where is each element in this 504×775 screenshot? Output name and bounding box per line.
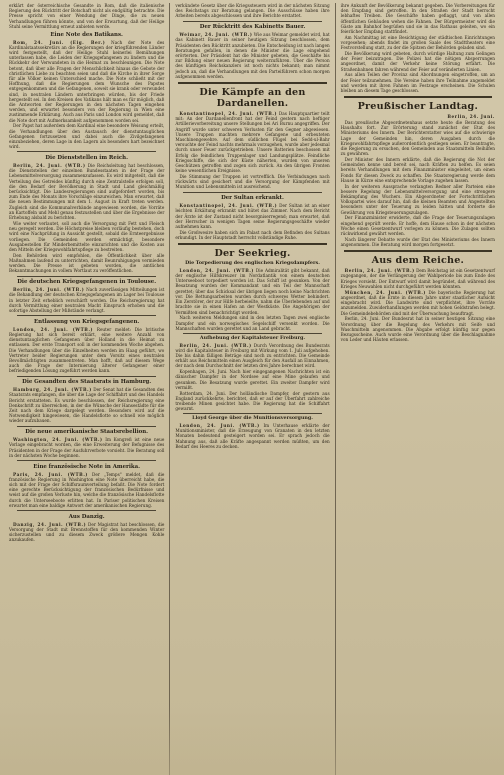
divider [17,460,156,461]
heading-torpedo: Die Torpedierung des englischen Kriegsdampfers. [185,260,320,267]
dateline: Berlin, 24. Juni. (WTB.) [179,342,252,348]
dateline: London, 24. Juni. (WTB.) [13,326,94,332]
dateline: Berlin, 24. Juni. [447,114,495,120]
dateline: Konstantinopel, 24. Juni. (WTB.) [179,203,278,209]
dateline: Hamburg, 24. Juni. (WTB.) [13,387,92,393]
dateline: London, 24. Juni. (WTB.) [179,422,260,428]
dateline: Berlin, 24. Juni. (WTB.) [13,287,85,293]
divider [17,376,156,377]
dateline: Danzig, 24. Juni. (WTB.) [13,521,87,527]
heading-cabinet-resignation: Der Rücktritt des Kabinetts Bauer. [199,24,306,31]
heading-sultan-ill: Der Sultan erkrankt. [221,195,284,202]
heading-vatican-note: Eine Note des Batikans. [50,31,123,38]
dateline: München, 24. Juni. (WTB.) [344,289,426,295]
heading-american: Die neue amerikanische Staatsrebellion. [25,429,149,436]
divider [344,250,492,252]
heading-release-prisoners: Entlassung von Kriegsgefangenen. [34,318,140,325]
divider [183,333,321,334]
headline-from-reich: Aus dem Reiche. [371,255,465,267]
divider [183,21,321,22]
heading-hamburg: Die Gesandten des Staatsrats in Hamburg. [22,379,152,386]
headline-prussian-diet: Preußischer Landtag. [357,101,478,113]
heading-capital-tax: Aufhebung der Kapitalsteuer Freiburg. [199,334,306,341]
headline-naval-war: Der Seekrieg. [214,248,291,260]
dateline: Weimar, 24. Juni. (WTB.) [179,32,253,38]
dateline: Berlin, 24. Juni. (WTB.) [13,163,86,169]
column-left: erklärt der österreichische Gesandte in Rom, daß die italienische Regierung den Rücktritt der Botschaft nicht als endgültig betrachte. Die Presse spricht von einer Wendung der Dinge, die zu neuen Verhandlungen führen könnte, und von der Erwartung, daß der Heilige Stuhl seine Vermittlung erneut anbieten werde. Eine Note des Batikans. Rom, 24. Juni. (Eig. Ber.) Nach der Note des Kardinalstaatssekretärs an die Regierungen der kriegführenden Länder wird festgestellt, daß der Heilige Stuhl keinerlei Bemühungen unterlassen habe, die Leiden der Kriegsgefangenen zu lindern und die Rückkehr der Verwundeten in die Heimat zu beschleunigen. Die Note betont, daß über alle Fragen der Menschlichkeit hinaus die Gebote der christlichen Liebe zu beachten seien und daß die Kirche in ihrer Sorge für alle Völker keinen Unterschied mache. Die Note schließt mit der Hoffnung, daß die Regierungen dem Wunsche des Papstes entgegenkommen und die Gefangenen, soweit sie krank oder verwundet sind, in neutralen Ländern unterbringen würden, bis der Friede hergestellt sei. In den Kreisen des Vatikans hält man es für möglich, daß die Antworten der Regierungen in den nächsten Tagen eingehen werden, und erwartet besonders von der Regierung in Wien eine zustimmende Erklärung. Auch aus Paris und London wird gemeldet, daß die Note dort mit Aufmerksamkeit aufgenommen worden sei. Der Papst hat außerdem dem Kardinal eine besondere Weisung erteilt, die Verhandlungen über den Austausch der dienstuntauglichen Gefangenen fortzusetzen und dabei auch die Zivilgefangenen einzubeziehen, deren Lage in den Lagern als besonders hart bezeichnet wird. Die Dienststellen im Reich. Berlin, 24. Juni. (WTB.) Die Reichsleitung hat beschlossen, die Dienststellen der einzelnen Bundesstaaten in der Frage der Lebensmittelversorgung zusammenzufassen. Es wird mitgeteilt, daß die Verteilung des Getreides künftig durch eine Zentralstelle erfolgen soll, die den Bedarf der Bevölkerung in Stadt und Land gleichmäßig berücksichtigt. Die Landesregierungen sind aufgefordert worden, bis zum Ende des Monats ihre Vorschläge einzureichen. Man erwartet, daß die neuen Bestimmungen mit dem 1. August in Kraft treten werden. Zugleich sind die Kommunalverbände angewiesen worden, die Vorräte an Kartoffeln und Mehl genau festzustellen und über die Ergebnisse der Erhebung alsbald zu berichten. Wie weiter verlautet, soll auch die Versorgung mit Fett und Fleisch neu geregelt werden. Die Höchstpreise bleiben vorläufig bestehen, doch wird eine Nachprüfung in Aussicht gestellt, sobald die Ernteergebnisse vorliegen. Die Gemeinden werden ermächtigt, besondere Ausgabestellen für Minderbemittelte einzurichten und die Kosten aus den Mitteln der Kriegswohlfahrtspflege zu bestreiten. Den Behörden wird empfohlen, die Öffentlichkeit über alle Maßnahmen laufend zu unterrichten, damit Beunruhigungen vermieden werden. Die Presse ist gebeten worden, die amtlichen Bekanntmachungen in vollem Wortlaut zu veröffentlichen. Die deutschen Kriegsgefangenen in Toulouse. Berlin, 24. Juni. (WTB.) Nach zuverlässigen Mitteilungen ist die Behandlung der deutschen Kriegsgefangenen im Lager bei Toulouse in letzter Zeit erheblich verschärft worden. Die Reichsregierung hat durch Vermittlung einer neutralen Macht Einspruch erhoben und die sofortige Abstellung der Mißstände verlangt. Entlassung von Kriegsgefangenen. London, 24. Juni. (WTB.) Reuter meldet: Die britische Regierung hat sich bereit erklärt, eine weitere Anzahl von dienstuntauglichen Gefangenen über Holland in die Heimat zu entlassen. Der erste Transport soll in der kommenden Woche abgehen. Die Verhandlungen über die Einzelheiten werden im Haag geführt, wo Vertreter beider Regierungen unter dem Vorsitz eines neutralen Bevollmächtigten zusammentreten. Man hofft, daß auf diesem Wege auch die Frage der Internierung älterer Gefangener einer befriedigenden Lösung zugeführt werden kann. Die Gesandten des Staatsrats in Hamburg. Hamburg, 24. Juni. (WTB.) Der Senat hat die Gesandten des Staatsrats empfangen, die über die Lage der Schiffahrt und des Handels Bericht erstatteten. Es wurde beschlossen, der Reichsregierung eine Denkschrift zu überreichen, in der die Wünsche der Hansestädte für die Zeit nach dem Kriege dargelegt werden. Besonders wird auf die Notwendigkeit hingewiesen, die Handelsflotte so schnell wie möglich wieder aufzubauen. Die neue amerikanische Staatsrebellion. Washington, 24. Juni. (WTB.) Im Kongreß ist eine neue Vorlage eingebracht worden, die eine Erweiterung der Befugnisse des Präsidenten in der Frage der Ausfuhrverbote vorsieht. Die Beratung soll in der nächsten Woche beginnen. Eine französische Note in Amerika. Paris, 24. Juni. (WTB.) Der „Temps" meldet, daß die französische Regierung in Washington eine Note überreicht habe, die sich mit der Frage der Schiffsraumverteilung befaßt. Die Note fordert eine gerechte Berücksichtigung der französischen Bedürfnisse und weist auf die großen Verluste hin, welche die französische Handelsflotte durch die Unterseeboote erlitten hat. In Pariser politischen Kreisen erwartet man eine baldige Antwort der amerikanischen Regierung. Aus Danzig. Danzig, 24. Juni. (WTB.) Der Magistrat hat beschlossen, die Versorgung der Stadt mit Brennstoffen für den kommenden Winter sicherzustellen und zu diesem Zweck größere Mengen Kohle anzukaufen. [9,3,165,543]
divider [178,243,326,245]
heading-lloyd-george: Lloyd George über die Munitionsversorgung. [192,415,313,422]
heading-service-offices: Die Dienststellen im Reich. [45,155,128,162]
column-middle: verkündete Gesetz über die Kriegssteuern wird in der nächsten Sitzung des Reichstags zur Beratung gelangen. Die Ausschüsse haben ihre Arbeiten bereits abgeschlossen und ihre Berichte erstattet. Der Rücktritt des Kabinetts Bauer. Weimar, 24. Juni. (WTB.) Wie aus Weimar gemeldet wird, hat das Kabinett Bauer in seiner heutigen Sitzung beschlossen, dem Präsidenten den Rücktritt anzubieten. Die Entscheidung ist nach langen Beratungen gefallen, in denen die Minister die Lage eingehend erörterten. Der Präsident hat die Minister gebeten, die Geschäfte bis zur Bildung einer neuen Regierung weiterzuführen. Über die Person des künftigen Reichskanzlers ist noch nichts bekannt; man nimmt jedoch an, daß die Verhandlungen mit den Parteiführern schon morgen aufgenommen werden. Die Kämpfe an den Dardanellen. Konstantinopel, 24. Juni. (WTB.) Das Hauptquartier teilt mit: An der Dardanellenfront hat der Feind gestern nach heftiger Artillerievorbereitung unsere Stellungen bei Ari Burnu angegriffen. Der Angriff wurde unter schweren Verlusten für den Gegner abgewiesen. Unsere Truppen machten mehrere Gefangene und erbeuteten Maschinengewehre. Auf dem südlichen Flügel bei Sedd-ul-Bahr versuchte der Feind nachts mehrmals vorzugehen, wurde aber jedesmal durch unser Feuer zurückgetrieben. Unsere Batterien beschossen mit Erfolg die feindlichen Truppenlager und Landungsplätze. Feindliche Kriegsschiffe, die sich der Küste näherten, wurden von unseren Geschützen getroffen und zogen sich zurück. An den übrigen Fronten keine wesentlichen Ereignisse. Die Stimmung der Truppen ist vortrefflich. Die Verbindungen nach rückwärts sind gesichert und die Versorgung der Kämpfenden mit Munition und Lebensmitteln ist ausreichend. Der Sultan erkrankt. Konstantinopel, 24. Juni. (WTB.) Der Sultan ist an einer leichten Erkältung erkrankt und hütet das Zimmer. Nach dem Bericht der Ärzte ist der Zustand nicht besorgniserregend; man erwartet, daß der Herrscher in wenigen Tagen seine Regierungsgeschäfte wieder aufnehmen kann. Die Großwesire haben sich im Palast nach dem Befinden des Sultans erkundigt. In der Hauptstadt herrscht vollständige Ruhe. Der Seekrieg. Die Torpedierung des englischen Kriegsdampfers. London, 24. Juni. (WTB.) Die Admiralität gibt bekannt, daß der englische Hilfskreuzer im Nordatlantik von einem deutschen Unterseeboot torpediert worden ist. Das Schiff ist gesunken. Von der Besatzung wurden der Kommandant und ein Teil der Mannschaft gerettet; über das Schicksal der übrigen liegen noch keine Nachrichten vor. Die Rettungsarbeiten wurden durch schweres Wetter behindert. Ein Zerstörer, der zur Hilfe herbeieilte, nahm die Überlebenden auf und brachte sie in einen Hafen an der Westküste. Die Angehörigen der Vermißten sind benachrichtigt worden. Nach weiteren Meldungen sind in den letzten Tagen zwei englische Dampfer und ein norwegisches Segelschiff versenkt worden. Die Mannschaften wurden gerettet und an Land gebracht. Aufhebung der Kapitalsteuer Freiburg. Berlin, 24. Juni. (WTB.) Durch Verordnung des Bundesrats wird die Kapitalsteuer in Freiburg mit Wirkung vom 1. Juli aufgehoben. Die bis dahin fälligen Beträge sind noch zu entrichten. Die Gemeinde erhält aus Reichsmitteln einen Ausgleich für den Ausfall an Einnahmen, der nach dem Durchschnitt der letzten drei Jahre berechnet wird. Kopenhagen, 24. Juni. Nach hier eingegangenen Nachrichten ist ein dänischer Dampfer in der Nordsee auf eine Mine gelaufen und gesunken. Die Besatzung wurde gerettet. Ein zweiter Dampfer wird vermißt. Rotterdam, 24. Juni. Der holländische Dampfer, der gestern aus England zurückkehrte, berichtet, daß er auf der Überfahrt zahlreiche treibende Minen gesichtet habe. Die Regierung hat die Schiffahrt gewarnt. Lloyd George über die Munitionsversorgung. London, 24. Juni. (WTB.) Im Unterhause erklärte der Munitionsminister, daß die Erzeugung von Granaten in den letzten Monaten bedeutend gesteigert worden sei. Er sprach jedoch die Mahnung aus, daß alle Kräfte angespannt werden müßten, um den Bedarf des Heeres zu decken. [169,3,334,775]
divider [17,426,156,427]
headline-dardanelles: Die Kämpfe an den Dardanellen. [199,87,306,110]
divider [178,82,326,84]
heading-french-note: Eine französische Note in Amerika. [33,463,141,470]
divider [183,192,321,193]
dateline: Berlin, 24. Juni. (WTB.) [344,268,415,274]
dateline: London, 24. Juni. (WTB.) [179,267,254,273]
divider [17,510,156,511]
column-right: ihre Ankunft der Bevölkerung bekannt gegeben. Die Vorbereitungen für den Empfang sind getroffen. In den Straßen der Stadt herrscht lebhaftes Treiben. Die Geschäfte haben geflaggt, und von allen öffentlichen Gebäuden wehen die Fahnen. Der Bürgermeister wird die Gäste am Bahnhof begrüßen und sie in das Rathaus geleiten, wo ein feierlicher Empfang stattfindet. Am Nachmittag ist eine Besichtigung der städtischen Einrichtungen vorgesehen; abends findet im großen Saale des Stadttheaters eine Festvorstellung statt, zu der die Spitzen der Behörden geladen sind. Die Bevölkerung wird gebeten, durch würdige Haltung zum Gelingen der Feier beizutragen. Die Polizei hat die nötigen Absperrungen angeordnet, damit der Verkehr keine Störung erfährt. Die Straßenbahnen fahren während der Feier auf veränderten Linien. Aus allen Teilen der Provinz sind Abordnungen eingetroffen, um an der Feier teilzunehmen. Die Vereine haben ihre Teilnahme angemeldet und werden mit ihren Fahnen im Festzuge erscheinen. Die Schulen bleiben an diesem Tage geschlossen. Preußischer Landtag. Berlin, 24. Juni. Das preußische Abgeordnetenhaus setzte heute die Beratung des Haushalts fort. Zur Erörterung stand zunächst der Etat des Ministeriums des Innern. Der Berichterstatter wies auf die schwierige Lage der Gemeinden hin, deren Ausgaben durch die Kriegswohlfahrtspflege außerordentlich gestiegen seien. Er beantragte, die Regierung zu ersuchen, den Gemeinden aus Staatsmitteln Beihilfen zu gewähren. Der Minister des Innern erklärte, daß die Regierung die Not der Gemeinden kenne und bereit sei, nach Kräften zu helfen. Es seien bereits Verhandlungen mit dem Finanzminister eingeleitet, um einen Fonds für diesen Zweck zu schaffen. Die Staatsregierung werde dem Hause in Kürze eine entsprechende Vorlage zugehen lassen. In der weiteren Aussprache verlangten Redner aller Parteien eine bessere Regelung der Lebensmittelversorgung und eine strengere Bekämpfung des Wuchers. Ein Abgeordneter der Fortschrittlichen Volkspartei wies darauf hin, daß die kleinen Beamten und Angestellten besonders unter der Teuerung zu leiden hätten und forderte die Gewährung von Kriegsteuerungszulagen. Der Finanzminister erwiderte, daß die Frage der Teuerungszulagen eingehend geprüft werde. Er hoffe, dem Hause schon in der nächsten Woche einen Gesetzentwurf vorlegen zu können. Die Zulagen sollten rückwirkend gewährt werden. Nach längerer Debatte wurde der Etat des Ministeriums des Innern angenommen. Die Beratung wird morgen fortgesetzt. Aus dem Reiche. Berlin, 24. Juni. (WTB.) Dem Reichstag ist ein Gesetzentwurf zugegangen, der die Verlängerung der Wahlperiode bis zum Ende des Krieges vorsieht. Der Entwurf wird damit begründet, daß während des Krieges Neuwahlen nicht durchgeführt werden könnten. München, 24. Juni. (WTB.) Die bayerische Regierung hat angeordnet, daß die Ernte in diesem Jahre unter staatlicher Aufsicht eingebracht wird. Die Landwirte sind verpflichtet, ihre Vorräte anzumelden. Zuwiderhandlungen werden mit hohen Geldstrafen belegt. Die Gemeindebehörden sind mit der Überwachung beauftragt. Berlin, 24. Juni. Der Bundesrat hat in seiner heutigen Sitzung eine Verordnung über die Regelung des Verkehrs mit Seife und Waschmitteln angenommen. Die Abgabe erfolgt künftig nur gegen Bezugsscheine. Auch wurde eine Verordnung über die Beschlagnahme von Leder und Häuten erlassen. [335,3,500,775]
divider [17,276,156,277]
divider [344,96,492,98]
heading-prisoners-toulouse: Die deutschen Kriegsgefangenen in Toulouse. [17,279,157,286]
heading-danzig: Aus Danzig. [68,513,105,520]
dateline: Rom, 24. Juni. (Eig. Ber.) [13,39,106,45]
divider [17,151,156,152]
dateline: Paris, 24. Juni. (WTB.) [13,471,88,477]
dateline: Konstantinopel, 24. Juni. (WTB.) [179,111,278,117]
divider [17,315,156,316]
dateline: Washington, 24. Juni. (WTB.) [13,437,103,443]
